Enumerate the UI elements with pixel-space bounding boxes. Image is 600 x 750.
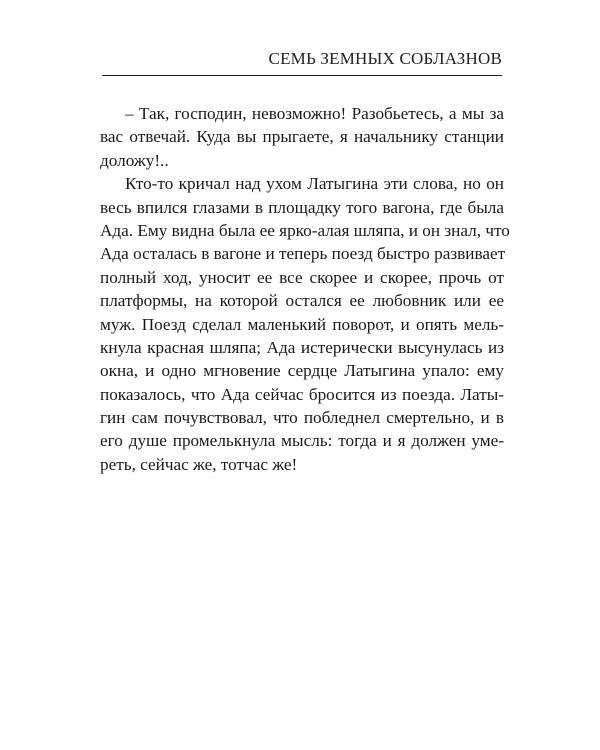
text-line: Кто-то кричал над ухом Латыгина эти слова, но он: [125, 174, 504, 194]
text-line: – Так, господин, невозможно! Разобьетесь, а мы за: [125, 104, 504, 123]
text-line: гин сам почувствовал, что побледнел смертельно, и в: [100, 408, 504, 428]
text-line: окна, и одно мгновение сердце Латыгина упало: ему: [100, 361, 504, 381]
text-line: показалось, что Ада сейчас бросится из поезда. Латы-: [100, 384, 504, 404]
running-head: [102, 45, 502, 76]
running-head-title: СЕМЬ ЗЕМНЫХ СОБЛАЗНОВ: [268, 49, 502, 68]
text-line: Ада осталась в вагоне и теперь поезд быстро развивает: [100, 244, 506, 264]
text-line: платформы, на которой остался ее любовник или ее: [100, 291, 504, 311]
text-line: муж. Поезд сделал маленький поворот, и опять мель-: [100, 314, 504, 334]
paragraph: [100, 172, 510, 476]
paragraph: [100, 102, 504, 172]
body-text: [100, 102, 510, 476]
text-line: вас отвечай. Куда вы прыгаете, я начальнику станции: [100, 127, 504, 147]
text-line: реть, сейчас же, тотчас же!: [100, 454, 298, 474]
text-line: его душе промелькнула мысль: тогда и я должен уме-: [100, 431, 504, 451]
text-line: доложу!..: [100, 150, 169, 170]
text-line: полный ход, уносит ее все скорее и скорее, прочь от: [100, 267, 504, 287]
text-line: кнула красная шляпа; Ада истерически высунулась из: [100, 337, 504, 357]
text-line: Ада. Ему видна была ее ярко-алая шляпа, и он знал, что: [100, 220, 510, 240]
text-line: весь впился глазами в площадку того вагона, где была: [100, 197, 504, 217]
